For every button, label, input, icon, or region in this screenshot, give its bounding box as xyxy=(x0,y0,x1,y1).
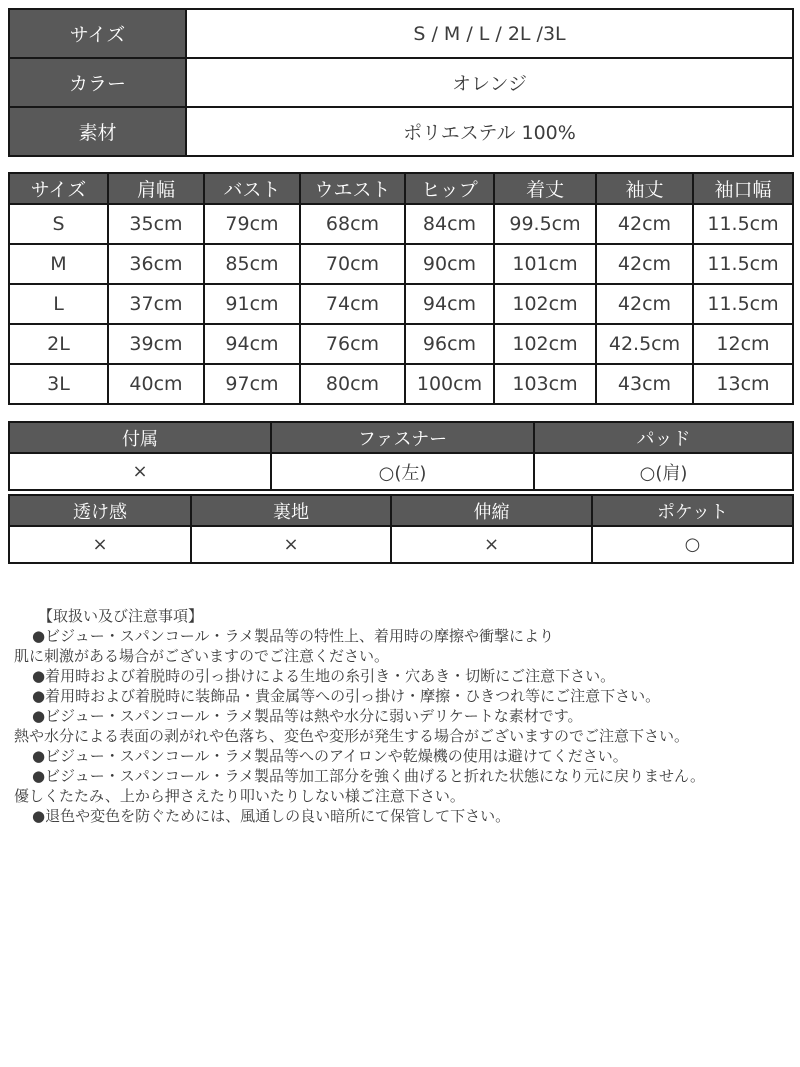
cell: 12cm xyxy=(693,324,793,364)
table-row xyxy=(9,364,793,404)
cell: 102cm xyxy=(494,324,596,364)
cell: 101cm xyxy=(494,244,596,284)
spec-value-material: ポリエステル 100% xyxy=(186,107,793,156)
cell: 37cm xyxy=(108,284,204,324)
table-row xyxy=(9,107,793,156)
table-row xyxy=(9,58,793,107)
cell: 94cm xyxy=(204,324,300,364)
cell: 42cm xyxy=(596,244,693,284)
cell: 103cm xyxy=(494,364,596,404)
cell-stretch: × xyxy=(391,526,592,563)
cell: 97cm xyxy=(204,364,300,404)
cell: 90cm xyxy=(405,244,494,284)
col-header-stretch: 伸縮 xyxy=(391,495,592,526)
cell: 35cm xyxy=(108,204,204,244)
col-header-cuff: 袖口幅 xyxy=(693,173,793,204)
cell: 70cm xyxy=(300,244,405,284)
cell-pocket: ○ xyxy=(592,526,793,563)
product-spec-table xyxy=(8,8,794,157)
cell: 74cm xyxy=(300,284,405,324)
col-header-length: 着丈 xyxy=(494,173,596,204)
cell: 68cm xyxy=(300,204,405,244)
spec-value-size: S / M / L / 2L /3L xyxy=(186,9,793,58)
notes-section xyxy=(8,606,792,826)
col-header-sheer: 透け感 xyxy=(9,495,191,526)
size-chart-header-row xyxy=(9,173,793,204)
features-table-1 xyxy=(8,421,794,491)
cell: 11.5cm xyxy=(693,284,793,324)
note-line: ●ビジュー・スパンコール・ラメ製品等は熱や水分に弱いデリケートな素材です。 xyxy=(32,707,583,725)
cell: S xyxy=(9,204,108,244)
notes-title: 【取扱い及び注意事項】 xyxy=(38,607,204,625)
col-header-pocket: ポケット xyxy=(592,495,793,526)
cell: 13cm xyxy=(693,364,793,404)
cell: 96cm xyxy=(405,324,494,364)
cell: 85cm xyxy=(204,244,300,284)
spec-label-material: 素材 xyxy=(9,107,186,156)
cell: 11.5cm xyxy=(693,244,793,284)
cell: 91cm xyxy=(204,284,300,324)
table-row xyxy=(9,244,793,284)
cell: 100cm xyxy=(405,364,494,404)
cell: 36cm xyxy=(108,244,204,284)
spec-value-color: オレンジ xyxy=(186,58,793,107)
col-header-shoulder: 肩幅 xyxy=(108,173,204,204)
spec-label-size: サイズ xyxy=(9,9,186,58)
features-header-row xyxy=(9,422,793,453)
cell-accessory: × xyxy=(9,453,271,490)
features-table-2 xyxy=(8,494,794,564)
note-line: ●着用時および着脱時に装飾品・貴金属等への引っ掛け・摩擦・ひきつれ等にご注意下さい。 xyxy=(32,687,661,705)
cell: 102cm xyxy=(494,284,596,324)
cell-fastener: ○(左) xyxy=(271,453,534,490)
note-line: ●着用時および着脱時の引っ掛けによる生地の糸引き・穴あき・切断にご注意下さい。 xyxy=(32,667,616,685)
note-line: ●退色や変色を防ぐためには、風通しの良い暗所にて保管して下さい。 xyxy=(32,807,511,825)
cell: 11.5cm xyxy=(693,204,793,244)
cell-pad: ○(肩) xyxy=(534,453,793,490)
cell: 94cm xyxy=(405,284,494,324)
spec-label-color: カラー xyxy=(9,58,186,107)
col-header-sleeve: 袖丈 xyxy=(596,173,693,204)
col-header-bust: バスト xyxy=(204,173,300,204)
col-header-fastener: ファスナー xyxy=(271,422,534,453)
cell: 42cm xyxy=(596,284,693,324)
table-row xyxy=(9,284,793,324)
cell: M xyxy=(9,244,108,284)
cell: 39cm xyxy=(108,324,204,364)
note-line: 熱や水分による表面の剥がれや色落ち、変色や変形が発生する場合がございますのでご注意下さい。 xyxy=(14,727,690,745)
size-chart-table xyxy=(8,172,794,405)
note-line: ●ビジュー・スパンコール・ラメ製品等加工部分を強く曲げると折れた状態になり元に戻りません。 xyxy=(32,767,705,785)
col-header-accessory: 付属 xyxy=(9,422,271,453)
cell: 42cm xyxy=(596,204,693,244)
col-header-size: サイズ xyxy=(9,173,108,204)
cell: 3L xyxy=(9,364,108,404)
col-header-hip: ヒップ xyxy=(405,173,494,204)
cell: 79cm xyxy=(204,204,300,244)
cell: 84cm xyxy=(405,204,494,244)
table-row xyxy=(9,324,793,364)
cell: 76cm xyxy=(300,324,405,364)
cell: 42.5cm xyxy=(596,324,693,364)
col-header-lining: 裏地 xyxy=(191,495,391,526)
cell: 99.5cm xyxy=(494,204,596,244)
cell-sheer: × xyxy=(9,526,191,563)
features-header-row xyxy=(9,495,793,526)
table-row xyxy=(9,526,793,563)
col-header-waist: ウエスト xyxy=(300,173,405,204)
col-header-pad: パッド xyxy=(534,422,793,453)
note-line: 肌に刺激がある場合がございますのでご注意ください。 xyxy=(14,647,390,665)
table-row xyxy=(9,204,793,244)
cell-lining: × xyxy=(191,526,391,563)
table-row xyxy=(9,453,793,490)
note-line: ●ビジュー・スパンコール・ラメ製品等へのアイロンや乾燥機の使用は避けてください。 xyxy=(32,747,628,765)
cell: 43cm xyxy=(596,364,693,404)
table-row xyxy=(9,9,793,58)
cell: L xyxy=(9,284,108,324)
note-line: ●ビジュー・スパンコール・ラメ製品等の特性上、着用時の摩擦や衝撃により xyxy=(32,627,555,645)
note-line: 優しくたたみ、上から押さえたり叩いたりしない様ご注意下さい。 xyxy=(14,787,465,805)
cell: 2L xyxy=(9,324,108,364)
cell: 80cm xyxy=(300,364,405,404)
cell: 40cm xyxy=(108,364,204,404)
